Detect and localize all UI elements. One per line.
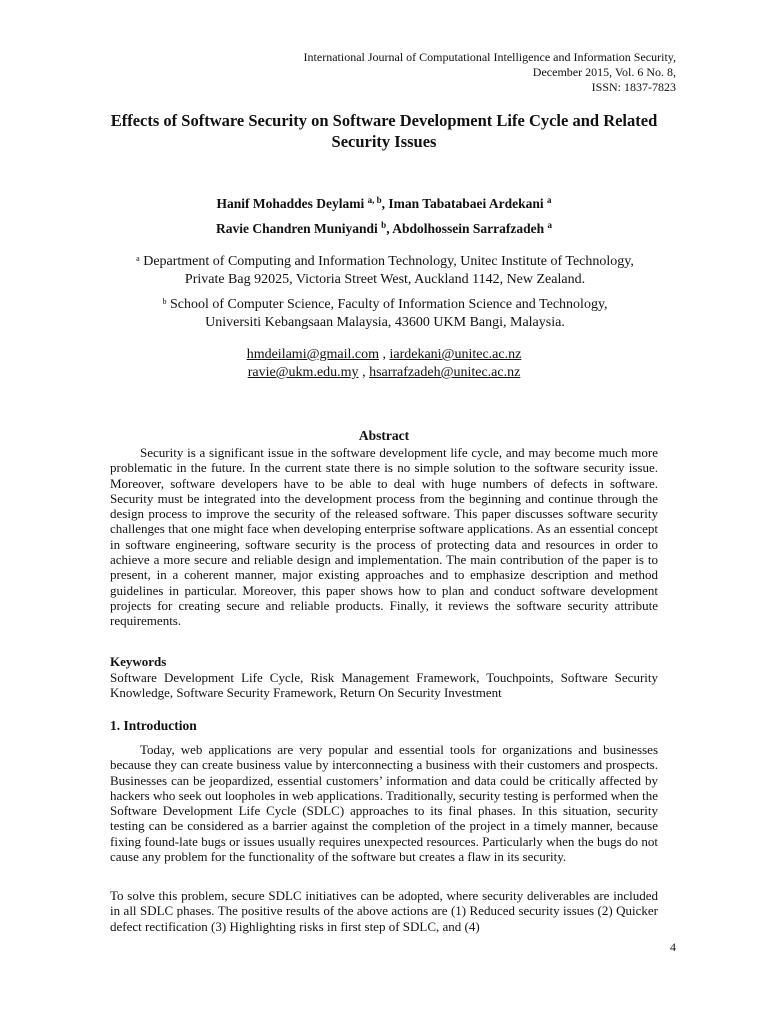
author-name: Hanif Mohaddes Deylami <box>216 196 365 211</box>
author-line-2: Ravie Chandren Muniyandi $^b$, Abdolhossein Sarrafzadeh $^a$ <box>216 220 552 236</box>
introduction-heading: 1. Introduction <box>110 718 197 733</box>
author-name: Iman Tabatabaei Ardekani <box>388 196 544 211</box>
affiliation-line: Private Bag 92025, Victoria Street West, Auckland 1142, New Zealand. <box>184 272 586 287</box>
author-affiliation-mark: a <box>547 195 552 205</box>
email-link[interactable]: hsarrafzadeh@unitec.ac.nz <box>369 365 521 380</box>
email-separator: , <box>378 347 390 362</box>
journal-name: International Journal of Computational Intelligence and Information Security, <box>303 50 676 64</box>
email-link[interactable]: hmdeilami@gmail.com <box>246 347 379 362</box>
abstract-text: Security is a significant issue in the software development life cycle, and may become much more problematic in the future. In the current state there is no simple solution to the software security issue. Moreover, software developers have to be able to deal with huge numbers of defects in software. Security must be integrated into the development process from the beginning and continue through the design process to improve the security of the released software. This paper discusses software security challenges that one might face when developing enterprise software applications. As an essential concept in software engineering, software security is the process of protecting data and resources in order to achieve a more secure and reliable design and implementation. The main contribution of the paper is to present, in a coherent manner, major existing approaches and to emphasize description and method guidelines in particular. Moreover, this paper shows how to plan and conduct software development projects for creating secure and reliable products. Finally, it reviews the software security attribute requirements. <box>110 445 658 629</box>
author-affiliation-mark: b <box>381 220 387 230</box>
author-name: Ravie Chandren Muniyandi <box>216 221 378 236</box>
affiliation-mark: b <box>162 297 167 306</box>
affiliation-line: Department of Computing and Information Technology, Unitec Institute of Technology, <box>143 254 634 269</box>
email-link[interactable]: ravie@ukm.edu.my <box>247 365 359 380</box>
affiliation-a <box>100 253 670 289</box>
paper-title: Effects of Software Security on Software Development Life Cycle and Related Security Issues <box>110 111 658 151</box>
author-list <box>110 191 658 241</box>
keywords-heading: Keywords <box>110 654 167 669</box>
email-list <box>110 346 658 382</box>
author-affiliation-mark: a <box>547 220 552 230</box>
affiliation-mark: a <box>136 254 140 263</box>
introduction-paragraph-2: To solve this problem, secure SDLC initiatives can be adopted, where security deliverables are included in all SDLC phases. The positive results of the above actions are (1) Reduced security issues (2) Quicker defect rectification (3) Highlighting risks in first step of SDLC, and (4) <box>110 888 658 934</box>
page-number: 4 <box>670 940 676 954</box>
affiliation-line: School of Computer Science, Faculty of Information Science and Technology, <box>169 297 608 312</box>
keywords-text: Software Development Life Cycle, Risk Management Framework, Touchpoints, Software Security Knowledge, Software Security Framework, Return On Security Investment <box>110 670 658 701</box>
introduction-paragraph-1: Today, web applications are very popular and essential tools for organizations and businesses because they can create business value by interconnecting a business with their customers and prospects. Businesses can be jeopardized, essential customers’ information and data could be critically affected by hackers who seek out loopholes in web applications. Traditionally, security testing is performed when the Software Development Life Cycle (SDLC) approaches to its final phases. In this situation, security testing can be considered as a barrier against the completion of the project in a timely manner, because fixing found-late bugs or issues usually requires unexpected resources. Particularly when the bugs do not cause any problem for the functionality of the software but creates a flaw in its security. <box>110 742 658 865</box>
affiliation-b <box>100 296 670 332</box>
email-link[interactable]: iardekani@unitec.ac.nz <box>389 347 522 362</box>
journal-issue: December 2015, Vol. 6 No. 8, <box>532 65 676 79</box>
author-name: Abdolhossein Sarrafzadeh <box>392 221 545 236</box>
author-line-1: Hanif Mohaddes Deylami $^{a, b}$, Iman Tabatabaei Ardekani $^a$ <box>216 195 552 211</box>
journal-header <box>156 50 676 95</box>
affiliation-line: Universiti Kebangsaan Malaysia, 43600 UKM Bangi, Malaysia. <box>205 315 565 330</box>
journal-issn: ISSN: 1837-7823 <box>591 80 676 94</box>
author-affiliation-mark: a, b <box>367 195 382 205</box>
abstract-heading: Abstract <box>358 428 410 443</box>
email-separator: , <box>358 365 370 380</box>
